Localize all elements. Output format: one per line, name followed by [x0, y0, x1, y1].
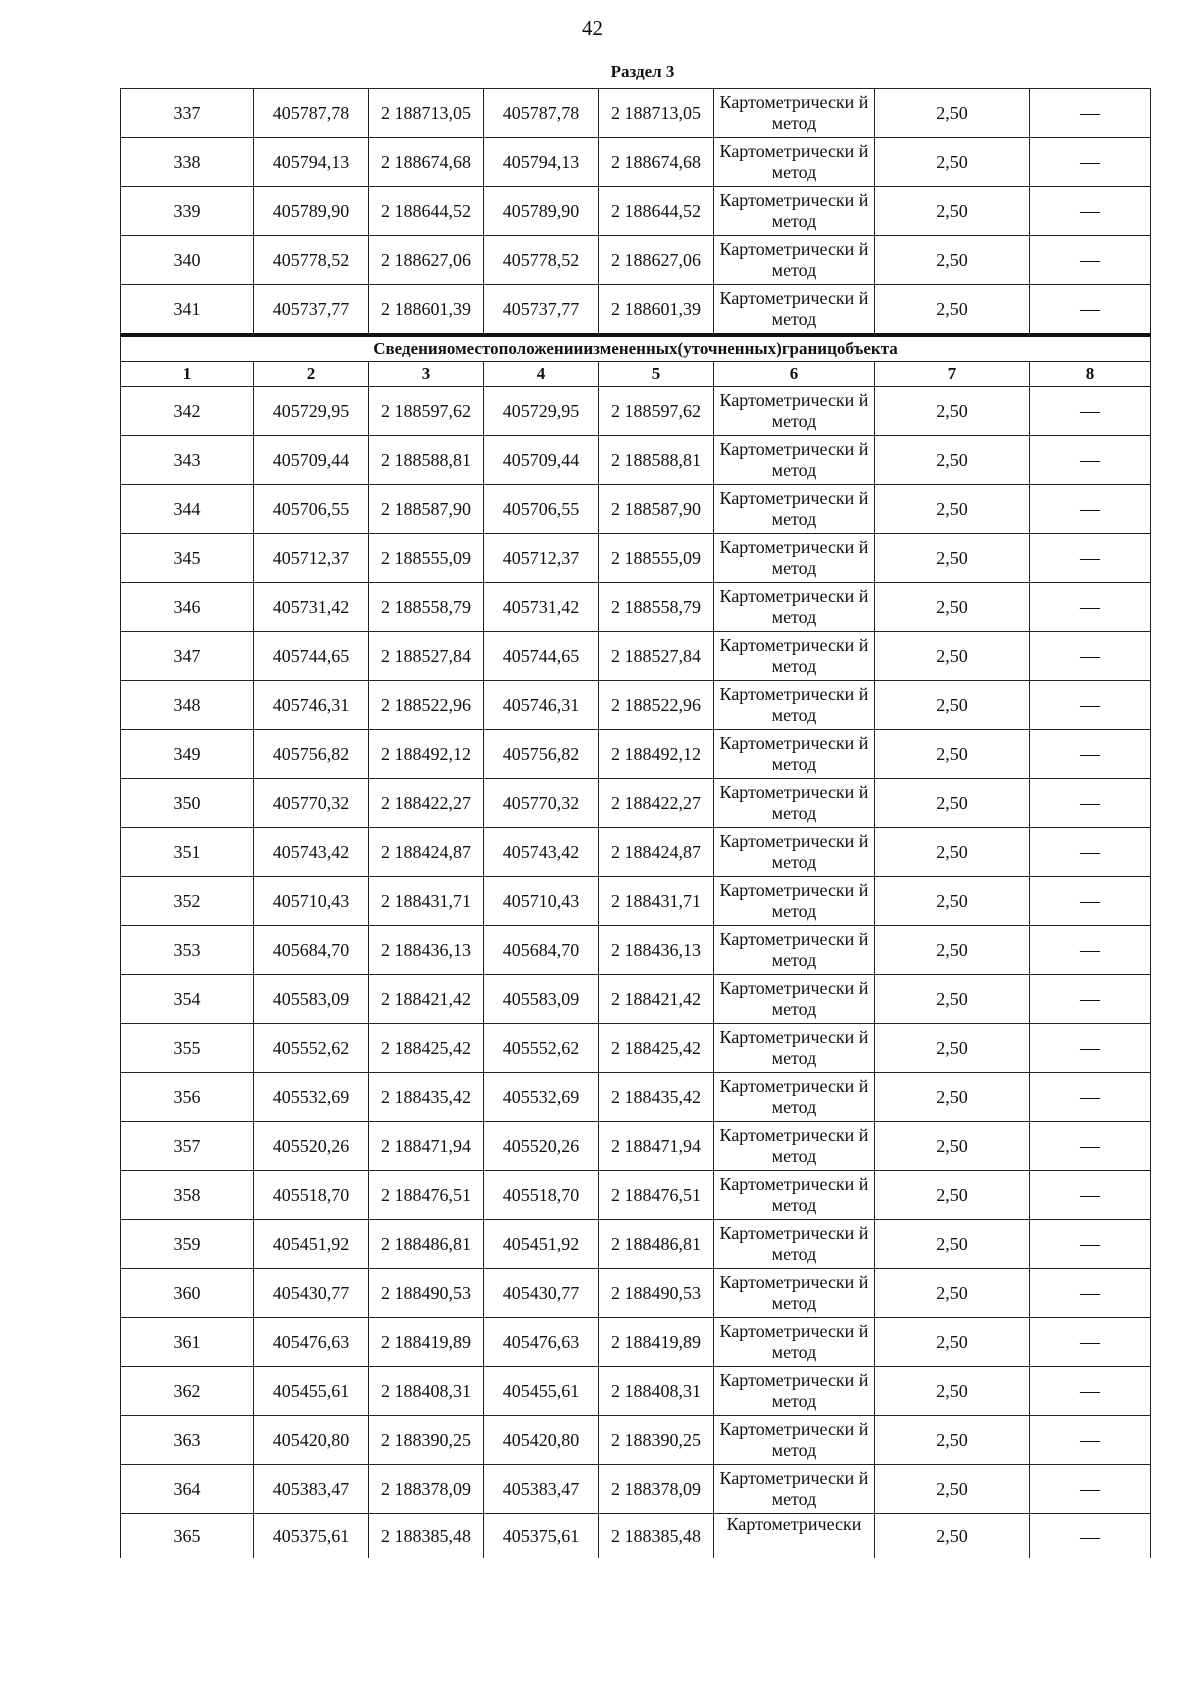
accuracy-cell: 2,50 [875, 730, 1030, 779]
table-row [121, 89, 1151, 138]
column-number: 1 [121, 362, 254, 387]
x-refined-cell: 405712,37 [484, 534, 599, 583]
method-cell: Картометрически й метод [714, 436, 875, 485]
table-row [121, 534, 1151, 583]
y-existing-cell: 2 188627,06 [369, 236, 484, 285]
x-existing-cell: 405706,55 [254, 485, 369, 534]
y-existing-cell: 2 188555,09 [369, 534, 484, 583]
table-row [121, 1367, 1151, 1416]
table-row [121, 1073, 1151, 1122]
y-existing-cell: 2 188425,42 [369, 1024, 484, 1073]
method-cell: Картометрически й метод [714, 236, 875, 285]
table-row [121, 730, 1151, 779]
y-existing-cell: 2 188587,90 [369, 485, 484, 534]
accuracy-cell: 2,50 [875, 681, 1030, 730]
point-number-cell: 337 [121, 89, 254, 138]
y-existing-cell: 2 188390,25 [369, 1416, 484, 1465]
x-existing-cell: 405583,09 [254, 975, 369, 1024]
y-existing-cell: 2 188522,96 [369, 681, 484, 730]
description-cell: — [1030, 975, 1151, 1024]
accuracy-cell: 2,50 [875, 877, 1030, 926]
x-existing-cell: 405375,61 [254, 1514, 369, 1559]
point-number-cell: 345 [121, 534, 254, 583]
point-number-cell: 353 [121, 926, 254, 975]
description-cell: — [1030, 285, 1151, 336]
description-cell: — [1030, 583, 1151, 632]
x-existing-cell: 405778,52 [254, 236, 369, 285]
method-cell: Картометрически й метод [714, 1171, 875, 1220]
table-caption: Сведенияоместоположенииизмененных(уточненных)границобъекта [121, 335, 1151, 362]
y-refined-cell: 2 188425,42 [599, 1024, 714, 1073]
table-row [121, 236, 1151, 285]
x-existing-cell: 405709,44 [254, 436, 369, 485]
point-number-cell: 364 [121, 1465, 254, 1514]
y-refined-cell: 2 188390,25 [599, 1416, 714, 1465]
description-cell: — [1030, 1220, 1151, 1269]
description-cell: — [1030, 926, 1151, 975]
point-number-cell: 343 [121, 436, 254, 485]
y-refined-cell: 2 188674,68 [599, 138, 714, 187]
description-cell: — [1030, 436, 1151, 485]
accuracy-cell: 2,50 [875, 828, 1030, 877]
table-row [121, 1024, 1151, 1073]
method-cell: Картометрически [714, 1514, 875, 1559]
page-number: 42 [582, 16, 603, 40]
point-number-cell: 342 [121, 387, 254, 436]
method-cell: Картометрически й метод [714, 1318, 875, 1367]
description-cell: — [1030, 828, 1151, 877]
description-cell: — [1030, 387, 1151, 436]
table-row [121, 779, 1151, 828]
x-refined-cell: 405778,52 [484, 236, 599, 285]
point-number-cell: 347 [121, 632, 254, 681]
table-row [121, 1416, 1151, 1465]
accuracy-cell: 2,50 [875, 1024, 1030, 1073]
y-refined-cell: 2 188419,89 [599, 1318, 714, 1367]
point-number-cell: 350 [121, 779, 254, 828]
accuracy-cell: 2,50 [875, 1514, 1030, 1559]
y-existing-cell: 2 188597,62 [369, 387, 484, 436]
y-refined-cell: 2 188436,13 [599, 926, 714, 975]
column-number: 3 [369, 362, 484, 387]
table-row [121, 828, 1151, 877]
accuracy-cell: 2,50 [875, 236, 1030, 285]
table-row [121, 877, 1151, 926]
description-cell: — [1030, 1171, 1151, 1220]
y-refined-cell: 2 188385,48 [599, 1514, 714, 1559]
table-row [121, 1122, 1151, 1171]
x-refined-cell: 405455,61 [484, 1367, 599, 1416]
table-row [121, 436, 1151, 485]
x-refined-cell: 405420,80 [484, 1416, 599, 1465]
y-existing-cell: 2 188421,42 [369, 975, 484, 1024]
accuracy-cell: 2,50 [875, 975, 1030, 1024]
x-refined-cell: 405451,92 [484, 1220, 599, 1269]
column-number: 2 [254, 362, 369, 387]
x-refined-cell: 405383,47 [484, 1465, 599, 1514]
x-existing-cell: 405684,70 [254, 926, 369, 975]
x-refined-cell: 405731,42 [484, 583, 599, 632]
y-existing-cell: 2 188408,31 [369, 1367, 484, 1416]
description-cell: — [1030, 730, 1151, 779]
column-number: 6 [714, 362, 875, 387]
y-existing-cell: 2 188674,68 [369, 138, 484, 187]
x-existing-cell: 405420,80 [254, 1416, 369, 1465]
method-cell: Картометрически й метод [714, 1465, 875, 1514]
method-cell: Картометрически й метод [714, 138, 875, 187]
x-refined-cell: 405746,31 [484, 681, 599, 730]
description-cell: — [1030, 236, 1151, 285]
y-refined-cell: 2 188471,94 [599, 1122, 714, 1171]
accuracy-cell: 2,50 [875, 1220, 1030, 1269]
y-existing-cell: 2 188601,39 [369, 285, 484, 336]
y-refined-cell: 2 188492,12 [599, 730, 714, 779]
x-refined-cell: 405430,77 [484, 1269, 599, 1318]
y-existing-cell: 2 188644,52 [369, 187, 484, 236]
column-number: 5 [599, 362, 714, 387]
method-cell: Картометрически й метод [714, 485, 875, 534]
method-cell: Картометрически й метод [714, 1220, 875, 1269]
y-refined-cell: 2 188435,42 [599, 1073, 714, 1122]
y-refined-cell: 2 188558,79 [599, 583, 714, 632]
point-number-cell: 363 [121, 1416, 254, 1465]
x-existing-cell: 405729,95 [254, 387, 369, 436]
point-number-cell: 356 [121, 1073, 254, 1122]
description-cell: — [1030, 1367, 1151, 1416]
method-cell: Картометрически й метод [714, 1416, 875, 1465]
y-refined-cell: 2 188378,09 [599, 1465, 714, 1514]
x-existing-cell: 405746,31 [254, 681, 369, 730]
method-cell: Картометрически й метод [714, 89, 875, 138]
x-refined-cell: 405770,32 [484, 779, 599, 828]
method-cell: Картометрически й метод [714, 1269, 875, 1318]
x-refined-cell: 405375,61 [484, 1514, 599, 1559]
accuracy-cell: 2,50 [875, 1269, 1030, 1318]
y-existing-cell: 2 188385,48 [369, 1514, 484, 1559]
accuracy-cell: 2,50 [875, 436, 1030, 485]
description-cell: — [1030, 89, 1151, 138]
accuracy-cell: 2,50 [875, 1416, 1030, 1465]
point-number-cell: 358 [121, 1171, 254, 1220]
y-refined-cell: 2 188597,62 [599, 387, 714, 436]
method-cell: Картометрически й метод [714, 975, 875, 1024]
x-existing-cell: 405520,26 [254, 1122, 369, 1171]
y-refined-cell: 2 188527,84 [599, 632, 714, 681]
table-row [121, 975, 1151, 1024]
y-existing-cell: 2 188471,94 [369, 1122, 484, 1171]
x-refined-cell: 405583,09 [484, 975, 599, 1024]
method-cell: Картометрически й метод [714, 926, 875, 975]
method-cell: Картометрически й метод [714, 583, 875, 632]
y-refined-cell: 2 188601,39 [599, 285, 714, 336]
accuracy-cell: 2,50 [875, 1367, 1030, 1416]
accuracy-cell: 2,50 [875, 926, 1030, 975]
x-refined-cell: 405520,26 [484, 1122, 599, 1171]
y-existing-cell: 2 188527,84 [369, 632, 484, 681]
description-cell: — [1030, 632, 1151, 681]
y-refined-cell: 2 188476,51 [599, 1171, 714, 1220]
accuracy-cell: 2,50 [875, 285, 1030, 336]
accuracy-cell: 2,50 [875, 1122, 1030, 1171]
x-existing-cell: 405383,47 [254, 1465, 369, 1514]
y-existing-cell: 2 188713,05 [369, 89, 484, 138]
description-cell: — [1030, 187, 1151, 236]
column-number-row [121, 362, 1151, 387]
point-number-cell: 359 [121, 1220, 254, 1269]
table-row [121, 1269, 1151, 1318]
y-existing-cell: 2 188486,81 [369, 1220, 484, 1269]
method-cell: Картометрически й метод [714, 285, 875, 336]
description-cell: — [1030, 1514, 1151, 1559]
y-existing-cell: 2 188436,13 [369, 926, 484, 975]
table-row [121, 1318, 1151, 1367]
x-refined-cell: 405729,95 [484, 387, 599, 436]
method-cell: Картометрически й метод [714, 187, 875, 236]
y-existing-cell: 2 188422,27 [369, 779, 484, 828]
method-cell: Картометрически й метод [714, 1122, 875, 1171]
description-cell: — [1030, 1073, 1151, 1122]
y-refined-cell: 2 188555,09 [599, 534, 714, 583]
table-row [121, 285, 1151, 336]
table-row [121, 485, 1151, 534]
x-existing-cell: 405455,61 [254, 1367, 369, 1416]
x-existing-cell: 405451,92 [254, 1220, 369, 1269]
point-number-cell: 352 [121, 877, 254, 926]
y-refined-cell: 2 188490,53 [599, 1269, 714, 1318]
point-number-cell: 349 [121, 730, 254, 779]
x-existing-cell: 405744,65 [254, 632, 369, 681]
x-refined-cell: 405744,65 [484, 632, 599, 681]
y-existing-cell: 2 188435,42 [369, 1073, 484, 1122]
x-existing-cell: 405794,13 [254, 138, 369, 187]
accuracy-cell: 2,50 [875, 779, 1030, 828]
point-number-cell: 351 [121, 828, 254, 877]
y-existing-cell: 2 188431,71 [369, 877, 484, 926]
table-row [121, 1514, 1151, 1559]
y-refined-cell: 2 188431,71 [599, 877, 714, 926]
table-row [121, 632, 1151, 681]
x-refined-cell: 405706,55 [484, 485, 599, 534]
x-refined-cell: 405710,43 [484, 877, 599, 926]
x-existing-cell: 405756,82 [254, 730, 369, 779]
point-number-cell: 362 [121, 1367, 254, 1416]
method-cell: Картометрически й метод [714, 1367, 875, 1416]
description-cell: — [1030, 779, 1151, 828]
description-cell: — [1030, 1465, 1151, 1514]
x-refined-cell: 405552,62 [484, 1024, 599, 1073]
x-existing-cell: 405787,78 [254, 89, 369, 138]
method-cell: Картометрически й метод [714, 387, 875, 436]
description-cell: — [1030, 681, 1151, 730]
table-row [121, 1220, 1151, 1269]
accuracy-cell: 2,50 [875, 1465, 1030, 1514]
x-refined-cell: 405532,69 [484, 1073, 599, 1122]
x-refined-cell: 405737,77 [484, 285, 599, 336]
y-refined-cell: 2 188408,31 [599, 1367, 714, 1416]
x-existing-cell: 405743,42 [254, 828, 369, 877]
method-cell: Картометрически й метод [714, 730, 875, 779]
x-existing-cell: 405712,37 [254, 534, 369, 583]
y-existing-cell: 2 188588,81 [369, 436, 484, 485]
y-existing-cell: 2 188378,09 [369, 1465, 484, 1514]
y-refined-cell: 2 188422,27 [599, 779, 714, 828]
point-number-cell: 344 [121, 485, 254, 534]
x-existing-cell: 405518,70 [254, 1171, 369, 1220]
x-existing-cell: 405710,43 [254, 877, 369, 926]
y-existing-cell: 2 188490,53 [369, 1269, 484, 1318]
x-existing-cell: 405789,90 [254, 187, 369, 236]
description-cell: — [1030, 1269, 1151, 1318]
table-row [121, 387, 1151, 436]
column-number: 4 [484, 362, 599, 387]
description-cell: — [1030, 138, 1151, 187]
y-refined-cell: 2 188486,81 [599, 1220, 714, 1269]
accuracy-cell: 2,50 [875, 187, 1030, 236]
y-refined-cell: 2 188627,06 [599, 236, 714, 285]
y-refined-cell: 2 188424,87 [599, 828, 714, 877]
description-cell: — [1030, 534, 1151, 583]
table-row [121, 1465, 1151, 1514]
coordinates-table [120, 88, 1151, 1558]
accuracy-cell: 2,50 [875, 1073, 1030, 1122]
point-number-cell: 346 [121, 583, 254, 632]
section-title: Раздел 3 [610, 62, 675, 81]
x-existing-cell: 405430,77 [254, 1269, 369, 1318]
point-number-cell: 341 [121, 285, 254, 336]
table-row [121, 681, 1151, 730]
x-existing-cell: 405737,77 [254, 285, 369, 336]
point-number-cell: 340 [121, 236, 254, 285]
method-cell: Картометрически й метод [714, 681, 875, 730]
table-row [121, 583, 1151, 632]
point-number-cell: 338 [121, 138, 254, 187]
accuracy-cell: 2,50 [875, 583, 1030, 632]
point-number-cell: 355 [121, 1024, 254, 1073]
y-existing-cell: 2 188419,89 [369, 1318, 484, 1367]
description-cell: — [1030, 1318, 1151, 1367]
x-existing-cell: 405770,32 [254, 779, 369, 828]
x-refined-cell: 405709,44 [484, 436, 599, 485]
x-refined-cell: 405789,90 [484, 187, 599, 236]
method-cell: Картометрически й метод [714, 779, 875, 828]
accuracy-cell: 2,50 [875, 1171, 1030, 1220]
accuracy-cell: 2,50 [875, 387, 1030, 436]
y-existing-cell: 2 188424,87 [369, 828, 484, 877]
y-refined-cell: 2 188421,42 [599, 975, 714, 1024]
x-refined-cell: 405476,63 [484, 1318, 599, 1367]
method-cell: Картометрически й метод [714, 1073, 875, 1122]
table-row [121, 138, 1151, 187]
column-number: 8 [1030, 362, 1151, 387]
description-cell: — [1030, 877, 1151, 926]
point-number-cell: 348 [121, 681, 254, 730]
point-number-cell: 354 [121, 975, 254, 1024]
method-cell: Картометрически й метод [714, 632, 875, 681]
point-number-cell: 339 [121, 187, 254, 236]
column-number: 7 [875, 362, 1030, 387]
y-existing-cell: 2 188476,51 [369, 1171, 484, 1220]
y-refined-cell: 2 188587,90 [599, 485, 714, 534]
x-refined-cell: 405756,82 [484, 730, 599, 779]
description-cell: — [1030, 1024, 1151, 1073]
x-existing-cell: 405532,69 [254, 1073, 369, 1122]
accuracy-cell: 2,50 [875, 632, 1030, 681]
method-cell: Картометрически й метод [714, 534, 875, 583]
accuracy-cell: 2,50 [875, 534, 1030, 583]
point-number-cell: 357 [121, 1122, 254, 1171]
point-number-cell: 365 [121, 1514, 254, 1559]
description-cell: — [1030, 1122, 1151, 1171]
x-refined-cell: 405684,70 [484, 926, 599, 975]
y-refined-cell: 2 188588,81 [599, 436, 714, 485]
x-refined-cell: 405518,70 [484, 1171, 599, 1220]
accuracy-cell: 2,50 [875, 485, 1030, 534]
table-row [121, 187, 1151, 236]
method-cell: Картометрически й метод [714, 828, 875, 877]
x-refined-cell: 405787,78 [484, 89, 599, 138]
x-refined-cell: 405743,42 [484, 828, 599, 877]
point-number-cell: 361 [121, 1318, 254, 1367]
accuracy-cell: 2,50 [875, 89, 1030, 138]
accuracy-cell: 2,50 [875, 1318, 1030, 1367]
y-refined-cell: 2 188644,52 [599, 187, 714, 236]
x-existing-cell: 405476,63 [254, 1318, 369, 1367]
description-cell: — [1030, 485, 1151, 534]
point-number-cell: 360 [121, 1269, 254, 1318]
x-refined-cell: 405794,13 [484, 138, 599, 187]
method-cell: Картометрически й метод [714, 877, 875, 926]
x-existing-cell: 405552,62 [254, 1024, 369, 1073]
y-refined-cell: 2 188713,05 [599, 89, 714, 138]
y-refined-cell: 2 188522,96 [599, 681, 714, 730]
y-existing-cell: 2 188558,79 [369, 583, 484, 632]
accuracy-cell: 2,50 [875, 138, 1030, 187]
table-row [121, 926, 1151, 975]
method-cell: Картометрически й метод [714, 1024, 875, 1073]
caption-row [121, 335, 1151, 362]
y-existing-cell: 2 188492,12 [369, 730, 484, 779]
table-row [121, 1171, 1151, 1220]
x-existing-cell: 405731,42 [254, 583, 369, 632]
description-cell: — [1030, 1416, 1151, 1465]
